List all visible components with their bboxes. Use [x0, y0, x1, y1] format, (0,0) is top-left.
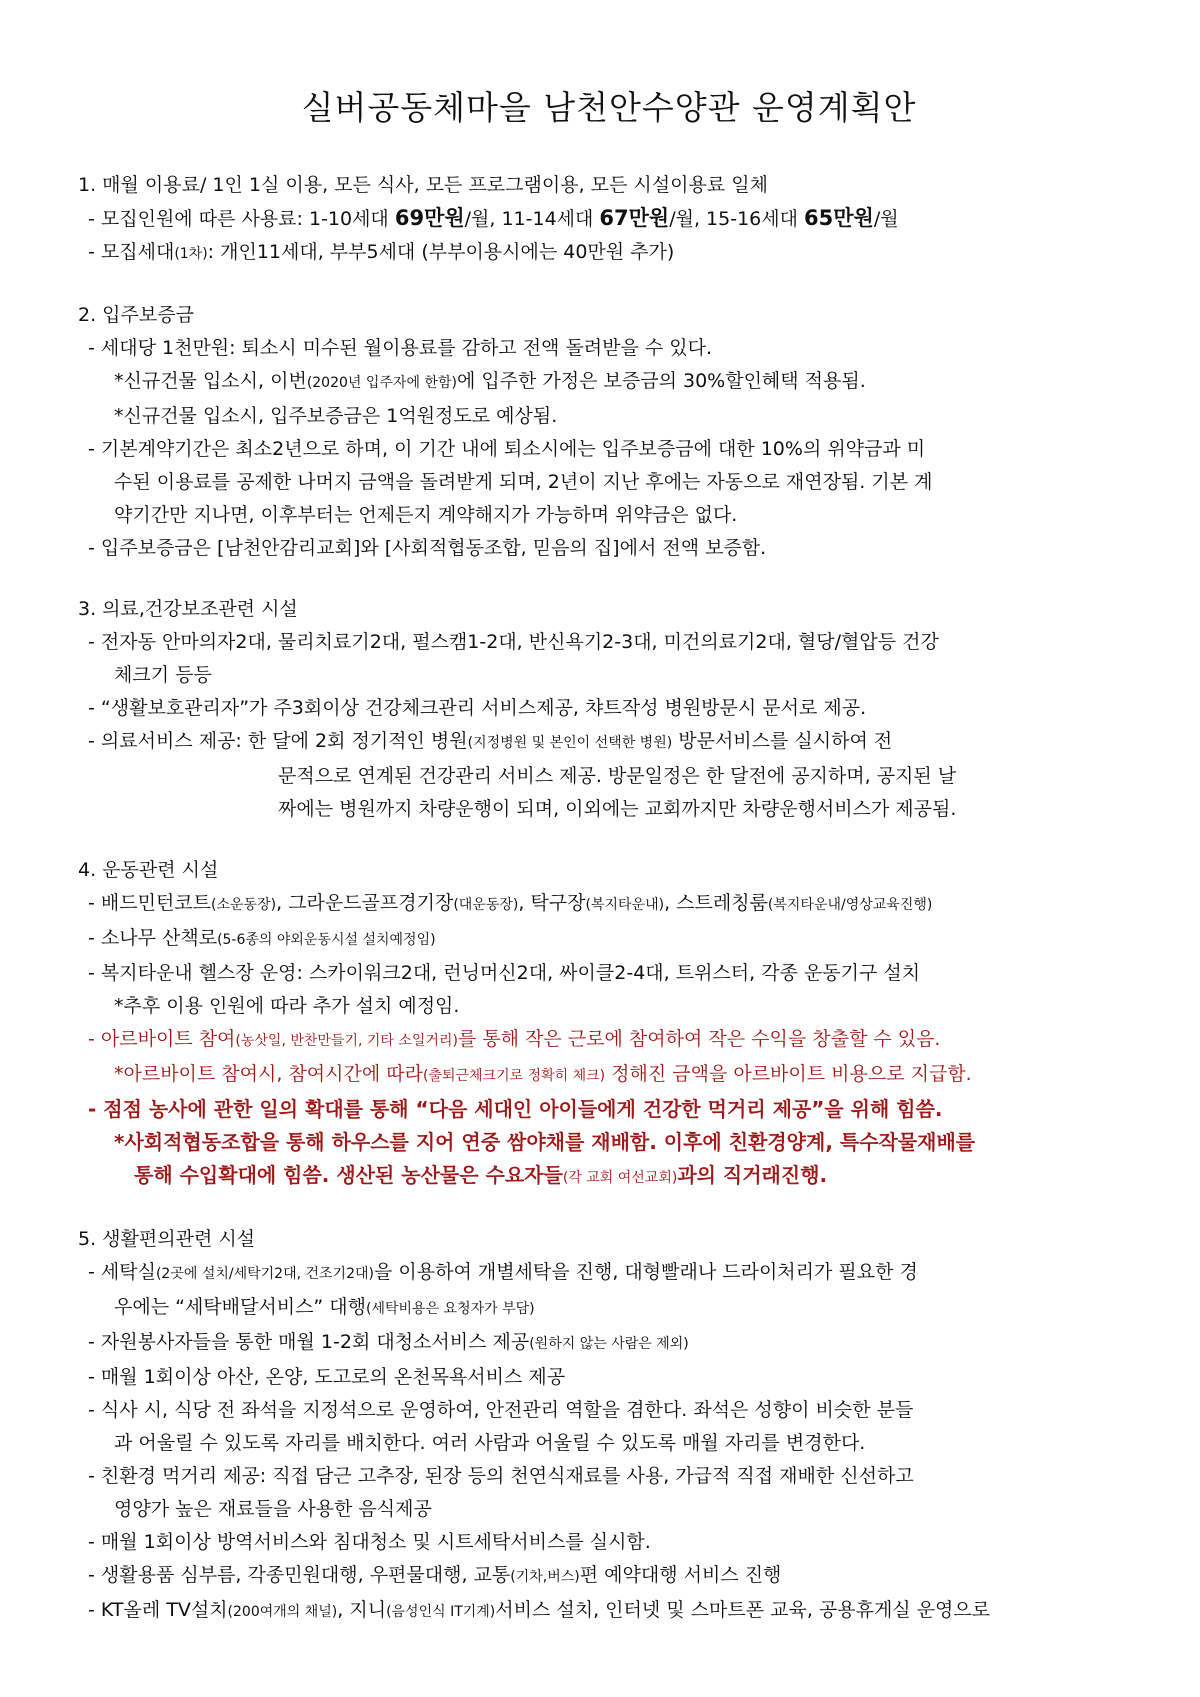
section-2-line-2: *신규건물 입소시, 이번(2020년 입주자에 한함)에 입주한 가정은 보증금의 30%할인혜택 적용됨. [114, 370, 866, 392]
section-1-line-1: - 모집인원에 따른 사용료: 1-10세대 69만원/월, 11-14세대 67만원/월, 15-16세대 65만원/월 [88, 206, 899, 230]
section-2-line-1: - 세대당 1천만원: 퇴소시 미수된 월이용료를 감하고 전액 돌려받을 수 있다. [88, 337, 713, 359]
section-5-line-2: 우에는 “세탁배달서비스” 대행(세탁비용은 요청자가 부담) [114, 1296, 535, 1318]
section-3-heading: 3. 의료,건강보조관련 시설 [78, 598, 298, 620]
section-1-line-2: - 모집세대(1차): 개인11세대, 부부5세대 (부부이용시에는 40만원 추가) [88, 241, 675, 263]
section-3-line-1: - 전자동 안마의자2대, 물리치료기2대, 펄스캠1-2대, 반신욕기2-3대, 미건의료기2대, 혈당/혈압등 건강 [88, 631, 939, 653]
section-5-line-4: - 매월 1회이상 아산, 온양, 도고로의 온천목욕서비스 제공 [88, 1366, 566, 1388]
section-2-line-3: *신규건물 입소시, 입주보증금은 1억원정도로 예상됨. [114, 405, 558, 427]
section-4-line-2: - 소나무 산책로(5-6종의 야외운동시설 설치예정임) [88, 927, 436, 949]
section-4-line-4: *추후 이용 인원에 따라 추가 설치 예정임. [114, 995, 460, 1017]
section-5-line-7: - 친환경 먹거리 제공: 직접 담근 고추장, 된장 등의 천연식재료를 사용, 가급적 직접 재배한 신선하고 [88, 1465, 914, 1487]
section-5-line-5: - 식사 시, 식당 전 좌석을 지정석으로 운영하여, 안전관리 역할을 겸한다. 좌석은 성향이 비슷한 분들 [88, 1399, 914, 1421]
section-4-line-7: - 점점 농사에 관한 일의 확대를 통해 “다음 세대인 아이들에게 건강한 먹거리 제공”을 위해 힘씀. [88, 1097, 943, 1121]
section-5-line-10: - 생활용품 심부름, 각종민원대행, 우편물대행, 교통(기차,버스)편 예약대행 서비스 진행 [88, 1564, 782, 1586]
section-2-line-7: - 입주보증금은 [남천안감리교회]와 [사회적협동조합, 믿음의 집]에서 전액 보증함. [88, 537, 767, 559]
section-2-line-6: 약기간만 지나면, 이후부터는 언제든지 계약해지가 가능하며 위약금은 없다. [114, 504, 738, 526]
section-4-line-3: - 복지타운내 헬스장 운영: 스카이워크2대, 런닝머신2대, 싸이클2-4대, 트위스터, 각종 운동기구 설치 [88, 962, 921, 984]
section-3-line-2: 체크기 등등 [114, 664, 212, 686]
section-4-line-6: *아르바이트 참여시, 참여시간에 따라(출퇴근체크기로 정확히 체크) 정해진 금액을 아르바이트 비용으로 지급함. [114, 1063, 972, 1085]
section-4-line-5: - 아르바이트 참여(농삿일, 반찬만들기, 기타 소일거리)를 통해 작은 근로에 참여하여 작은 수익을 창출할 수 있음. [88, 1028, 941, 1050]
document-body [78, 169, 1140, 1629]
page-title: 실버공동체마을 남천안수양관 운영계획안 [301, 88, 917, 127]
section-3-line-6: 짜에는 병원까지 차량운행이 되며, 이외에는 교회까지만 차량운행서비스가 제공됨. [278, 798, 957, 820]
section-4-line-1: - 배드민턴코트(소운동장), 그라운드골프경기장(대운동장), 탁구장(복지타운내), 스트레칭룸(복지타운내/영상교육진행) [88, 892, 933, 914]
section-3-line-4: - 의료서비스 제공: 한 달에 2회 정기적인 병원(지정병원 및 본인이 선택한 병원) 방문서비스를 실시하여 전 [88, 730, 893, 752]
section-3-line-3: - “생활보호관리자”가 주3회이상 건강체크관리 서비스제공, 챠트작성 병원방문시 문서로 제공. [88, 697, 867, 719]
section-5-line-6: 과 어울릴 수 있도록 자리를 배치한다. 여러 사람과 어울릴 수 있도록 매월 자리를 변경한다. [114, 1432, 866, 1454]
section-3-line-5: 문적으로 연계된 건강관리 서비스 제공. 방문일정은 한 달전에 공지하며, 공지된 날 [278, 765, 957, 787]
section-5-line-8: 영양가 높은 재료들을 사용한 음식제공 [114, 1498, 432, 1520]
section-4-line-8: *사회적협동조합을 통해 하우스를 지어 연중 쌈야채를 재배함. 이후에 친환경양계, 특수작물재배를 [114, 1130, 976, 1154]
section-2-line-4: - 기본계약기간은 최소2년으로 하며, 이 기간 내에 퇴소시에는 입주보증금에 대한 10%의 위약금과 미 [88, 438, 926, 460]
section-5-heading: 5. 생활편의관련 시설 [78, 1228, 256, 1250]
section-5-line-9: - 매월 1회이상 방역서비스와 침대청소 및 시트세탁서비스를 실시함. [88, 1531, 651, 1553]
section-4-line-9: 통해 수입확대에 힘씀. 생산된 농산물은 수요자들(각 교회 여선교회)과의 직거래진행. [134, 1163, 828, 1187]
section-5-line-1: - 세탁실(2곳에 설치/세탁기2대, 건조기2대)을 이용하여 개별세탁을 진행, 대형빨래나 드라이처리가 필요한 경 [88, 1261, 918, 1283]
section-5-line-3: - 자원봉사자들을 통한 매월 1-2회 대청소서비스 제공(원하지 않는 사람은 제외) [88, 1331, 689, 1353]
section-2-line-5: 수된 이용료를 공제한 나머지 금액을 돌려받게 되며, 2년이 지난 후에는 자동으로 재연장됨. 기본 계 [114, 471, 933, 493]
section-2-heading: 2. 입주보증금 [78, 304, 194, 326]
section-5-line-11: - KT올레 TV설치(200여개의 채널), 지니(음성인식 IT기계)서비스 설치, 인터넷 및 스마트폰 교육, 공용휴게실 운영으로 [88, 1599, 991, 1621]
section-4-heading: 4. 운동관련 시설 [78, 859, 219, 881]
section-1-heading: 1. 매월 이용료/ 1인 1실 이용, 모든 식사, 모든 프로그램이용, 모든 시설이용료 일체 [78, 174, 768, 196]
